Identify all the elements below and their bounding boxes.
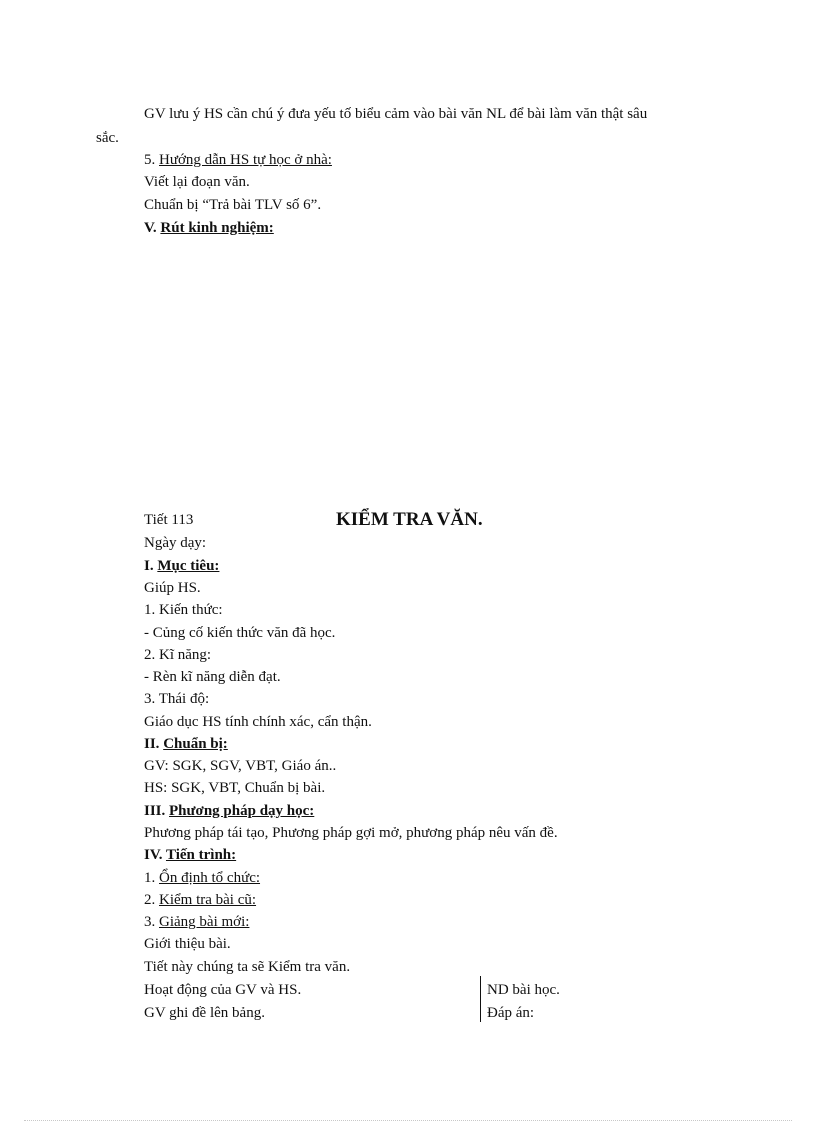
methods-item: Phương pháp tái tạo, Phương pháp gợi mở, phương pháp nêu vấn đề. [144,825,558,841]
intro-label: Giới thiệu bài. [144,936,231,952]
period-label: Tiết 113 [144,512,194,528]
table-right-header: ND bài học. [487,982,560,998]
skills-heading: 2. Kĩ năng: [144,647,212,663]
step-2: 2. Kiểm tra bài cũ: [144,892,257,908]
table-column-divider [480,976,481,1022]
attitude-item: Giáo dục HS tính chính xác, cẩn thận. [144,714,372,730]
lesson-title: KIỂM TRA VĂN. [336,509,483,530]
knowledge-heading: 1. Kiến thức: [144,602,223,618]
date-label: Ngày dạy: [144,535,207,551]
note-line-2: sắc. [96,130,119,146]
step-1: 1. Ổn định tổ chức: [144,870,261,886]
table-left-header: Hoạt động của GV và HS. [144,982,302,998]
knowledge-item: - Củng cố kiến thức văn đã học. [144,625,336,641]
prep-teacher: GV: SGK, SGV, VBT, Giáo án.. [144,758,337,774]
step-3: 3. Giảng bài mới: [144,914,250,930]
prep-heading: II. Chuẩn bị: [144,736,228,752]
intro-text: Tiết này chúng ta sẽ Kiểm tra văn. [144,959,351,975]
prep-student: HS: SGK, VBT, Chuẩn bị bài. [144,780,326,796]
homework-item-1: Viết lại đoạn văn. [144,174,250,190]
table-left-cell: GV ghi đề lên bảng. [144,1005,265,1021]
footer-divider [24,1120,792,1121]
process-heading: IV. Tiến trình: [144,847,237,863]
homework-heading: 5. Hướng dẫn HS tự học ở nhà: [144,152,332,168]
methods-heading: III. Phương pháp dạy học: [144,803,315,819]
attitude-heading: 3. Thái độ: [144,691,210,707]
objectives-intro: Giúp HS. [144,580,201,596]
experience-heading: V. Rút kinh nghiệm: [144,220,274,236]
objectives-heading: I. Mục tiêu: [144,558,220,574]
homework-item-2: Chuẩn bị “Trả bài TLV số 6”. [144,197,322,213]
note-line-1: GV lưu ý HS cần chú ý đưa yếu tố biểu cảm vào bài văn NL để bài làm văn thật sâu [144,106,648,122]
table-right-cell: Đáp án: [487,1005,535,1021]
skills-item: - Rèn kĩ năng diễn đạt. [144,669,281,685]
